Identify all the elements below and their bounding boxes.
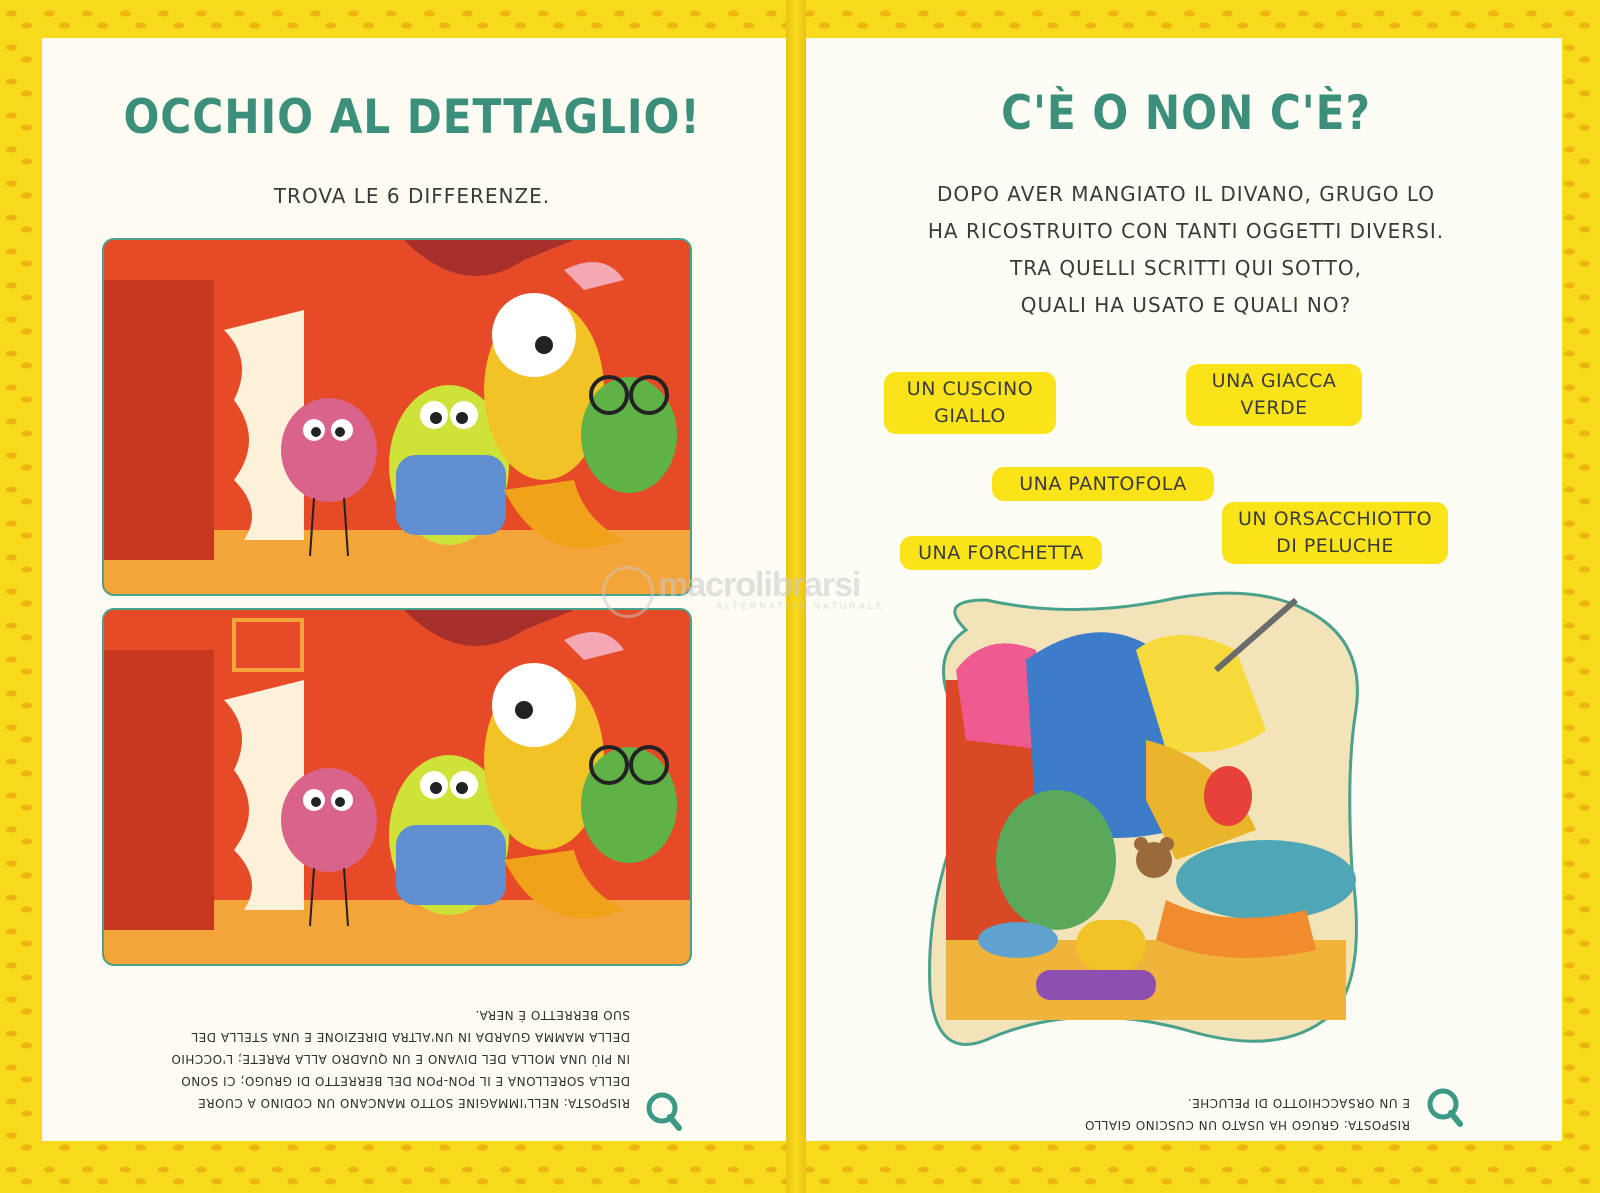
sofa-illustration [926, 590, 1366, 1070]
tag-pantofola [992, 467, 1214, 501]
right-page [806, 38, 1562, 1141]
tag-line: UNA FORCHETTA [918, 541, 1084, 564]
instruction-left: TROVA LE 6 DIFFERENZE. [273, 184, 551, 208]
tag-line: UNA PANTOFOLA [1019, 472, 1187, 495]
tag-line: GIALLO [934, 405, 1006, 427]
answer-line: RISPOSTA: GRUGO HA USATO UN CUSCINO GIALLO [1084, 1118, 1410, 1132]
answer-line: SUO BERRETTO È NERA. [474, 1008, 630, 1022]
page-title-right: C'È O NON C'È? [1001, 86, 1371, 141]
watermark [658, 566, 885, 611]
instruction-line: QUALI HA USATO E QUALI NO? [1020, 293, 1352, 317]
instruction-line: HA RICOSTRUITO CON TANTI OGGETTI DIVERSI. [927, 219, 1445, 243]
page-title-left: OCCHIO AL DETTAGLIO! [123, 90, 701, 145]
instruction-line: DOPO AVER MANGIATO IL DIVANO, GRUGO LO [936, 182, 1436, 206]
answer-line: DELLA SORELLONA E IL PON-PON DEL BERRETTO DI GRUGO; CI SONO [180, 1074, 630, 1088]
instruction-line: TRA QUELLI SCRITTI QUI SOTTO, [1010, 256, 1362, 280]
answer-line: E UN ORSACCHIOTTO DI PELUCHE. [1187, 1096, 1410, 1110]
tag-forchetta [900, 536, 1102, 570]
answer-line: RISPOSTA: NELL'IMMAGINE SOTTO MANCANO UN CODINO A CUORE [197, 1096, 630, 1110]
tag-line: DI PELUCHE [1276, 535, 1394, 557]
magnifier-icon [642, 1090, 682, 1132]
magnifier-icon [1423, 1086, 1463, 1128]
illustration-bottom [102, 608, 692, 966]
tag-line: UN CUSCINO [906, 378, 1034, 400]
answer-right [1030, 1092, 1410, 1136]
tag-line: UN ORSACCHIOTTO [1237, 508, 1433, 530]
illustration-top [102, 238, 692, 596]
tag-cuscino-giallo [884, 372, 1056, 434]
answer-line: IN PIÙ UNA MOLLA DEL DIVANO E UN QUADRO ALLA PARETE; L'OCCHIO [170, 1052, 630, 1066]
watermark-logo-icon [602, 566, 654, 618]
tag-line: VERDE [1240, 397, 1308, 419]
answer-left [160, 1004, 630, 1114]
tag-giacca-verde [1186, 364, 1362, 426]
answer-line: DELLA MAMMA GUARDA IN UN'ALTRA DIREZIONE E UNA STELLA DEL [191, 1030, 630, 1044]
watermark-brand: macrolibrarsi [658, 566, 861, 604]
watermark-tagline: ALTERNATIVA NATURALE [716, 601, 885, 611]
tag-line: UNA GIACCA [1211, 370, 1337, 392]
instruction-right [846, 176, 1526, 324]
tag-orsacchiotto [1222, 502, 1448, 564]
